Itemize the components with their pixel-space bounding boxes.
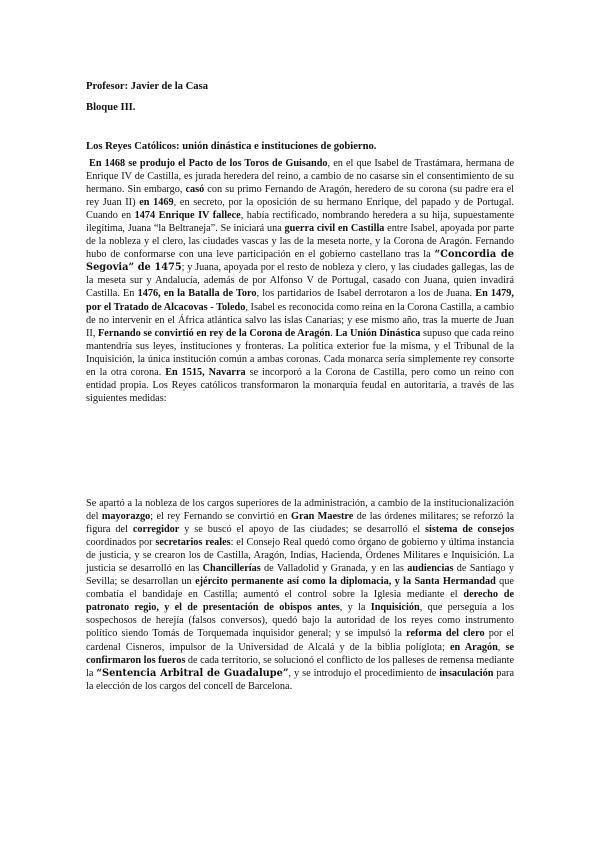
professor-line: Profesor: Javier de la Casa: [86, 81, 208, 92]
paragraph-measures: Se apartó a la nobleza de los cargos superiores de la administración, a cambio de la institucionalización del mayorazgo; el rey Fernando se convirtió en Gran Maestre de las órdenes militares; se reforzó la figura del corregidor y se buscó el apoyo de las ciudades; se desarrolló el sistema de consejos coordinados por secretarios reales: el Consejo Real quedó como órgano de gobierno y última instancia de justicia, y se crearon los de Castilla, Aragón, Indias, Hacienda, Órdenes Militares e Inquisición. La justicia se desarrolló en las Chancillerías de Valladolid y Granada, y en las audiencias de Santiago y Sevilla; se desarrollan un ejército permanente así como la diplomacia, y la Santa Hermandad que combatía el bandidaje en Castilla; aumentó el control sobre la Iglesia mediante el derecho de patronato regio, y el de presentación de obispos antes, y la Inquisición, que perseguía a los sospechosos de herejía (falsos conversos), quedó bajo la autoridad de los reyes como instrumento político siendo Tomás de Torquemada inquisidor general; y se impulsó la reforma del clero por el cardenal Cisneros, impulsor de la Universidad de Alcalá y de la biblia políglota; en Aragón, se confirmaron los fueros de cada territorio, se solucionó el conflicto de los palleses de remensa mediante la “Sentencia Arbitral de Guadalupe”, y se introdujo el procedimiento de insaculación para la elección de los cargos del concell de Barcelona.: [86, 498, 514, 692]
bold-phrase: En 1468 se produjo el Pacto de los Toros de Guisando: [89, 158, 328, 169]
bold-phrase: insaculación: [439, 667, 494, 679]
bold-phrase: corregidor: [132, 524, 180, 536]
bold-phrase: Inquisición: [370, 602, 420, 614]
bold-phrase: Fernando se convirtió en rey de la Corona de Aragón: [98, 327, 331, 339]
bold-phrase: en 1469: [139, 197, 174, 209]
bold-phrase: mayorazgo: [101, 511, 151, 523]
bold-phrase: reforma del clero: [406, 628, 485, 640]
document-title: Los Reyes Católicos: unión dinástica e instituciones de gobierno.: [86, 141, 377, 152]
paragraph-history: En 1468 se produjo el Pacto de los Toros de Guisando, en el que Isabel de Trastámara, hermana de Enrique IV de Castilla, es jurada heredera del reino, a cambio de no casarse sin el consentimiento de su hermano. Sin embargo, casó con su primo Fernando de Aragón, heredero de su corona (su padre era el rey Juan II) en 1469, en secreto, por la oposición de su hermano Enrique, del papado y de Portugal. Cuando en 1474 Enrique IV fallece, había rectificado, nombrando heredera a su hija, supuestamente ilegítima, Juana “la Beltraneja”. Se iniciará una guerra civil en Castilla entre Isabel, apoyada por parte de la nobleza y el clero, las ciudades vascas y las de la meseta norte, y la Corona de Aragón. Fernando hubo de conformarse con una leve participación en el gobierno castellano tras la “Concordia de Segovia” de 1475; y Juana, apoyada por el resto de nobleza y clero, y las ciudades gallegas, las de la meseta sur y Andalucía, además de por Alfonso V de Portugal, casado con Juana, quien invadirá Castilla. En 1476, en la Batalla de Toro, los partidarios de Isabel derrotaron a los de Juana. En 1479, por el Tratado de Alcacovas - Toledo, Isabel es reconocida como reina en la Corona Castilla, a cambio de no intervenir en el África atlántica salvo las islas Canarias; y ese mismo año, tras la muerte de Juan II, Fernando se convirtió en rey de la Corona de Aragón. La Unión Dinástica supuso que cada reino mantendría sus leyes, instituciones y fronteras. La política exterior fue la misma, y el Tribunal de la Inquisición, la única institución común a ambas coronas. Cada monarca sería simplemente rey consorte en la otra corona. En 1515, Navarra se incorporó a la Corona de Castilla, pero como un reino con entidad propia. Los Reyes católicos transformaron la monarquía feudal en autoritaria, a través de las siguientes medidas:: [86, 158, 514, 404]
bold-phrase: sistema de consejos: [425, 524, 514, 536]
bold-phrase: 1474 Enrique IV fallece: [134, 210, 241, 222]
bold-phrase: guerra civil en Castilla: [284, 223, 385, 235]
bold-phrase: “Concordia de Segovia” de 1475: [86, 249, 514, 274]
bold-phrase: en Aragón: [449, 641, 498, 653]
bold-phrase: En 1479, por el Tratado de Alcacovas - Toledo: [86, 288, 514, 313]
bold-phrase: casó: [185, 184, 205, 196]
bold-phrase: Gran Maestre: [290, 511, 354, 523]
bold-phrase: ejército permanente así como la diplomacia, y la Santa Hermandad: [195, 576, 496, 588]
bold-phrase: “Sentencia Arbitral de Guadalupe”: [96, 667, 289, 679]
bold-phrase: En 1515, Navarra: [165, 366, 246, 378]
bold-phrase: Chancillerías: [202, 563, 261, 575]
bold-phrase: 1476, en la Batalla de Toro: [137, 288, 257, 300]
bold-phrase: se confirmaron los fueros: [86, 641, 514, 666]
bold-phrase: La Unión Dinástica: [335, 327, 421, 339]
bold-phrase: audiencias: [407, 563, 454, 575]
bold-phrase: secretarios reales: [155, 537, 231, 549]
block-line: Bloque III.: [86, 102, 136, 113]
bold-phrase: derecho de patronato regio, y el de presentación de obispos antes: [86, 589, 514, 614]
